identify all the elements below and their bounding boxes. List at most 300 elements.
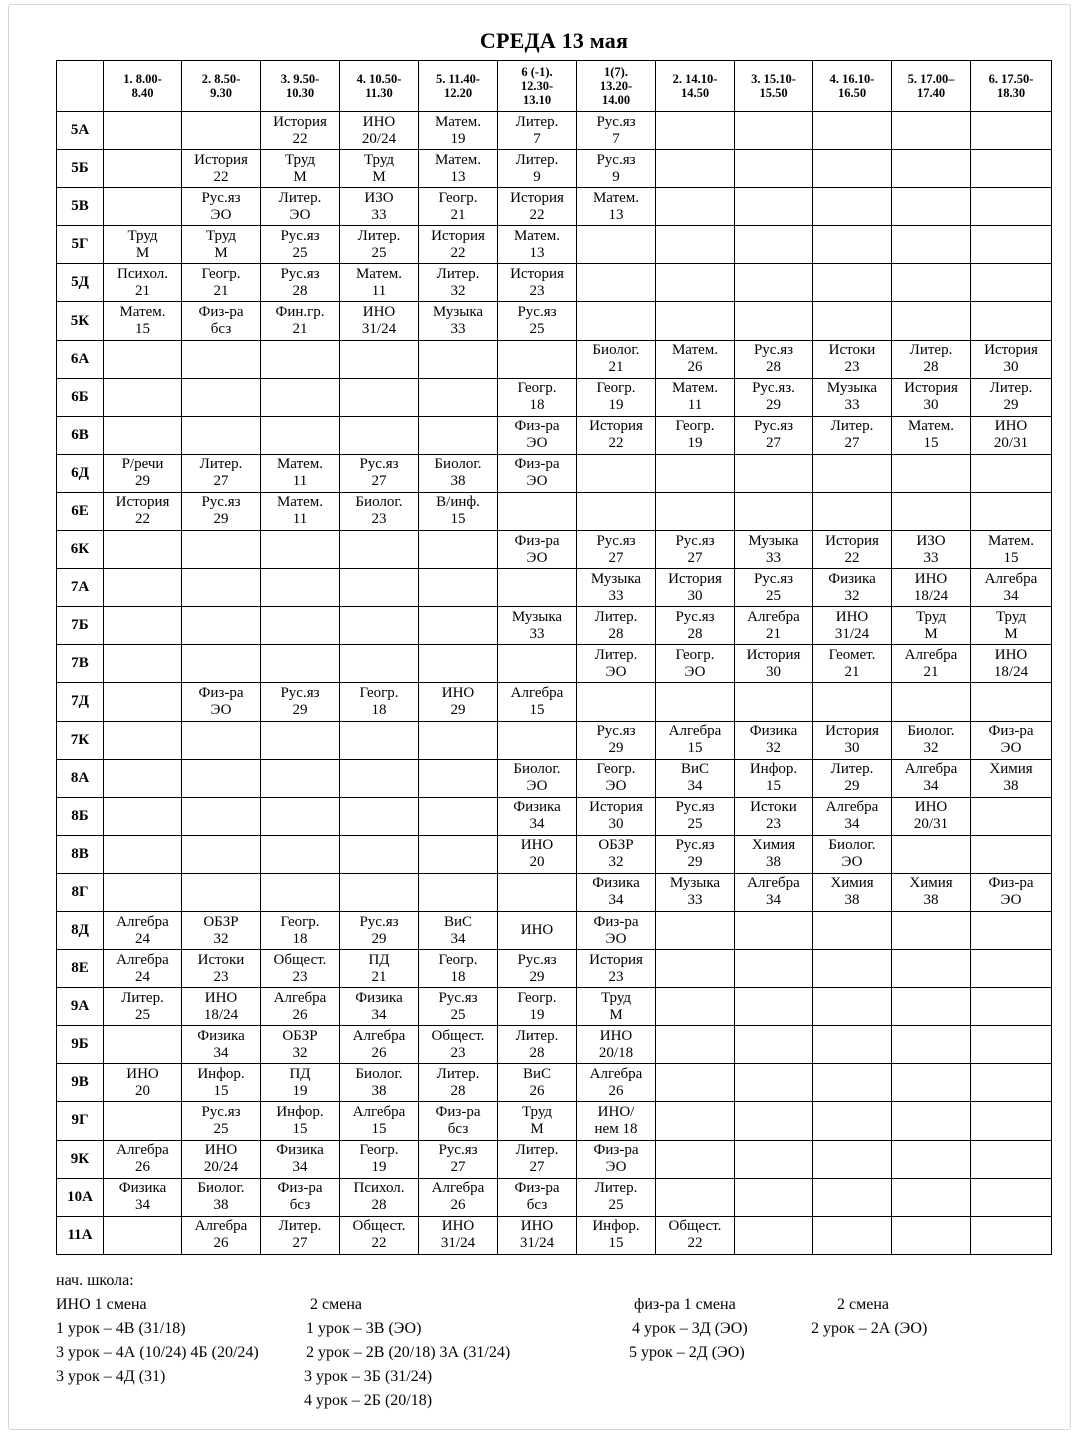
class-row	[57, 188, 1052, 226]
empty-cell	[104, 607, 182, 645]
subject: Физика	[118, 1180, 167, 1197]
lesson-cell	[419, 1064, 498, 1102]
class-name: 8В	[57, 835, 104, 873]
subject: Геогр.	[675, 418, 715, 435]
empty-cell	[971, 492, 1052, 530]
room: 34	[213, 1044, 229, 1061]
lesson-cell	[656, 378, 735, 416]
subject: Матем.	[434, 151, 482, 168]
subject: Музыка	[748, 532, 799, 549]
empty-cell	[419, 797, 498, 835]
subject: ИНО	[441, 684, 475, 701]
pe-shift2-label: 2 смена	[837, 1296, 889, 1313]
period-header-line: 11.30	[365, 86, 393, 100]
subject: Литер.	[594, 608, 638, 625]
period-header	[813, 61, 892, 112]
empty-cell	[104, 835, 182, 873]
period-header-line: 13.20-	[599, 79, 633, 93]
subject: История	[668, 570, 722, 587]
room: 15	[450, 511, 466, 528]
class-name: 5Б	[57, 150, 104, 188]
lesson-cell	[577, 759, 656, 797]
class-name: 5А	[57, 112, 104, 150]
subject: Геогр.	[359, 684, 399, 701]
subject: Химия	[909, 875, 953, 892]
empty-cell	[735, 911, 813, 949]
empty-cell	[813, 1216, 892, 1254]
subject: ИНО	[599, 1027, 633, 1044]
subject: Физ-ра	[198, 304, 244, 321]
lesson-cell	[813, 340, 892, 378]
class-name: 11А	[57, 1216, 104, 1254]
lesson-cell	[735, 340, 813, 378]
room: 25	[687, 816, 703, 833]
room: 29	[292, 701, 308, 718]
lesson-cell	[419, 302, 498, 340]
period-header-line: 15.50	[759, 86, 788, 100]
subject: Р/речи	[121, 456, 164, 473]
room: 9	[612, 168, 620, 185]
lesson-cell	[104, 1064, 182, 1102]
lesson-cell	[261, 112, 340, 150]
class-name: 6А	[57, 340, 104, 378]
lesson-cell	[892, 416, 971, 454]
subject: Литер.	[436, 1065, 480, 1082]
room: 34	[135, 1197, 150, 1214]
subject: Рус.яз	[280, 265, 320, 282]
lesson-cell	[261, 911, 340, 949]
subject: Общест.	[352, 1218, 406, 1235]
empty-cell	[656, 302, 735, 340]
subject: Алгебра	[352, 1103, 406, 1120]
subject: Биолог.	[355, 1065, 403, 1082]
lesson-cell	[340, 1064, 419, 1102]
room: 28	[687, 625, 703, 642]
empty-cell	[104, 645, 182, 683]
subject: ИНО	[126, 1065, 159, 1082]
lesson-cell	[419, 492, 498, 530]
empty-cell	[656, 112, 735, 150]
subject: ИНО/	[597, 1103, 635, 1120]
pe-shift2-line: 2 урок – 2А (ЭО)	[811, 1320, 928, 1337]
room: 34	[844, 816, 860, 833]
period-header	[498, 61, 577, 112]
empty-cell	[261, 721, 340, 759]
empty-cell	[813, 950, 892, 988]
lesson-cell	[971, 416, 1052, 454]
empty-cell	[971, 683, 1052, 721]
empty-cell	[735, 150, 813, 188]
room: 23	[292, 968, 308, 985]
lesson-cell	[261, 150, 340, 188]
empty-cell	[735, 1178, 813, 1216]
subject: Физ-ра	[514, 456, 560, 473]
subject: ИНО	[994, 418, 1028, 435]
room: 28	[529, 1044, 545, 1061]
lesson-cell	[577, 150, 656, 188]
lesson-cell	[340, 1026, 419, 1064]
lesson-cell	[971, 645, 1052, 683]
empty-cell	[261, 645, 340, 683]
subject: Химия	[989, 761, 1033, 778]
lesson-cell	[182, 683, 261, 721]
class-row	[57, 1178, 1052, 1216]
lesson-cell	[577, 1026, 656, 1064]
subject: Рус.яз	[753, 418, 794, 435]
empty-cell	[892, 950, 971, 988]
empty-cell	[104, 683, 182, 721]
subject: Матем.	[592, 189, 640, 206]
empty-cell	[577, 683, 656, 721]
subject: Рус.яз	[675, 837, 715, 854]
empty-cell	[971, 454, 1052, 492]
room: 33	[529, 625, 545, 642]
empty-cell	[340, 759, 419, 797]
room: 30	[844, 740, 860, 757]
subject: Литер.	[830, 761, 874, 778]
room: 15	[608, 1235, 624, 1252]
empty-cell	[892, 1178, 971, 1216]
lesson-cell	[104, 264, 182, 302]
room: 27	[766, 435, 781, 452]
subject: Физ-ра	[593, 1142, 639, 1159]
room: 38	[766, 854, 781, 871]
empty-cell	[577, 264, 656, 302]
subject: Геомет.	[828, 646, 876, 663]
room: 20/31	[913, 816, 949, 833]
empty-cell	[892, 988, 971, 1026]
class-name: 8А	[57, 759, 104, 797]
subject: Геогр.	[675, 646, 715, 663]
subject: История	[194, 151, 248, 168]
room: 27	[450, 1159, 466, 1176]
lesson-cell	[971, 378, 1052, 416]
room: 13	[608, 206, 624, 223]
empty-cell	[892, 911, 971, 949]
empty-cell	[735, 264, 813, 302]
lesson-cell	[261, 226, 340, 264]
subject: Алгебра	[116, 951, 169, 968]
empty-cell	[813, 1102, 892, 1140]
empty-cell	[340, 531, 419, 569]
room: 32	[923, 740, 939, 757]
room: 11	[292, 473, 308, 490]
lesson-cell	[498, 988, 577, 1026]
lesson-cell	[892, 797, 971, 835]
room: бсз	[526, 1197, 548, 1214]
room: ЭО	[526, 549, 548, 566]
room: ЭО	[841, 854, 863, 871]
period-header	[577, 61, 656, 112]
subject: Матем.	[276, 494, 324, 511]
page-title: СРЕДА 13 мая	[479, 28, 629, 53]
room: бсз	[289, 1197, 311, 1214]
subject: Рус.яз	[596, 532, 636, 549]
lesson-cell	[577, 1064, 656, 1102]
empty-cell	[971, 188, 1052, 226]
room: ЭО	[1000, 892, 1022, 909]
lesson-cell	[577, 950, 656, 988]
empty-cell	[340, 569, 419, 607]
ino-shift1-line: 3 урок – 4А (10/24) 4Б (20/24)	[56, 1344, 259, 1361]
empty-cell	[892, 302, 971, 340]
empty-cell	[577, 302, 656, 340]
empty-cell	[735, 950, 813, 988]
lesson-cell	[892, 607, 971, 645]
room: 27	[687, 549, 703, 566]
lesson-cell	[182, 226, 261, 264]
period-header	[656, 61, 735, 112]
lesson-cell	[182, 1064, 261, 1102]
subject: Биолог.	[513, 761, 561, 778]
room: 30	[1003, 359, 1019, 376]
room: 27	[844, 435, 860, 452]
room: М	[214, 244, 228, 261]
room: 33	[371, 206, 387, 223]
class-name: 8Д	[57, 911, 104, 949]
subject: Геогр.	[359, 1142, 399, 1159]
room: 31/24	[834, 625, 870, 642]
period-header-line: 8.40	[131, 86, 154, 100]
lesson-cell	[577, 416, 656, 454]
empty-cell	[656, 1178, 735, 1216]
period-header-line: 9.30	[210, 86, 232, 100]
room: 23	[213, 968, 229, 985]
subject: ИЗО	[916, 532, 946, 549]
lesson-cell	[892, 873, 971, 911]
subject: История	[589, 418, 643, 435]
subject: Рус.яз	[201, 494, 241, 511]
subject: Биолог.	[197, 1180, 245, 1197]
room: 25	[450, 1006, 466, 1023]
empty-cell	[182, 797, 261, 835]
period-header	[104, 61, 182, 112]
subject: Литер.	[909, 342, 953, 359]
class-row	[57, 1216, 1052, 1254]
empty-cell	[813, 492, 892, 530]
subject: ОБЗР	[203, 913, 239, 930]
room: 25	[213, 1120, 229, 1137]
room: 20/24	[203, 1159, 239, 1176]
subject: Матем.	[119, 304, 166, 321]
subject: Алгебра	[431, 1180, 485, 1197]
room: 34	[292, 1159, 308, 1176]
empty-cell	[813, 988, 892, 1026]
lesson-cell	[735, 835, 813, 873]
empty-cell	[656, 264, 735, 302]
room: 23	[529, 282, 545, 299]
class-row	[57, 797, 1052, 835]
subject: История	[825, 723, 879, 740]
room: 29	[844, 778, 860, 795]
subject: Литер.	[121, 989, 164, 1006]
lesson-cell	[261, 988, 340, 1026]
room: ЭО	[289, 206, 311, 223]
empty-cell	[735, 1140, 813, 1178]
empty-cell	[340, 607, 419, 645]
lesson-cell	[577, 1102, 656, 1140]
empty-cell	[419, 759, 498, 797]
room: 13	[450, 168, 466, 185]
room: 15	[1003, 549, 1019, 566]
subject: ИЗО	[364, 189, 394, 206]
empty-cell	[419, 569, 498, 607]
room: 32	[213, 930, 229, 947]
pe-shift1-line: 4 урок – 3Д (ЭО)	[632, 1320, 748, 1337]
empty-cell	[813, 188, 892, 226]
room: 15	[923, 435, 939, 452]
subject: Матем.	[513, 227, 561, 244]
lesson-cell	[656, 759, 735, 797]
lesson-cell	[577, 1216, 656, 1254]
lesson-cell	[577, 188, 656, 226]
subject: Литер.	[199, 456, 243, 473]
empty-cell	[340, 835, 419, 873]
class-row	[57, 873, 1052, 911]
class-name: 5Д	[57, 264, 104, 302]
period-header-line: 18.30	[996, 86, 1026, 100]
room: ЭО	[605, 1159, 627, 1176]
lesson-cell	[182, 302, 261, 340]
lesson-cell	[735, 645, 813, 683]
empty-cell	[735, 683, 813, 721]
subject: Литер.	[830, 418, 874, 435]
lesson-cell	[104, 302, 182, 340]
room: 21	[450, 206, 466, 223]
empty-cell	[261, 797, 340, 835]
empty-cell	[261, 531, 340, 569]
lesson-cell	[577, 112, 656, 150]
empty-cell	[498, 873, 577, 911]
room: ЭО	[1000, 740, 1022, 757]
subject: Литер.	[357, 227, 401, 244]
ino-shift1-line: 1 урок – 4В (31/18)	[56, 1320, 186, 1337]
lesson-cell	[182, 1216, 261, 1254]
class-name: 7А	[57, 569, 104, 607]
lesson-cell	[577, 607, 656, 645]
period-header-line: 12.20	[443, 86, 473, 100]
lesson-cell	[340, 1178, 419, 1216]
subject: История	[984, 342, 1038, 359]
lesson-cell	[656, 645, 735, 683]
room: 31/24	[519, 1235, 555, 1252]
room: 27	[529, 1159, 545, 1176]
subject: Биолог.	[907, 723, 955, 740]
room: 24	[135, 968, 150, 985]
subject: Рус.яз	[596, 723, 636, 740]
lesson-cell	[813, 378, 892, 416]
empty-cell	[892, 112, 971, 150]
lesson-cell	[656, 416, 735, 454]
empty-cell	[104, 797, 182, 835]
period-header-line: 1. 8.00-	[123, 72, 162, 86]
lesson-cell	[498, 911, 577, 949]
ino-shift2-line: 4 урок – 2Б (20/18)	[304, 1392, 433, 1409]
class-row	[57, 950, 1052, 988]
subject: Алгебра	[904, 646, 958, 663]
subject: ИНО	[914, 570, 948, 587]
room: 33	[687, 892, 703, 909]
empty-cell	[813, 302, 892, 340]
room: 22	[371, 1235, 387, 1252]
room: 26	[529, 1082, 545, 1099]
empty-cell	[104, 1026, 182, 1064]
class-name: 6Е	[57, 492, 104, 530]
empty-cell	[419, 835, 498, 873]
subject: Геогр.	[596, 761, 636, 778]
subject: ИНО	[835, 608, 869, 625]
room: 26	[135, 1159, 150, 1176]
room: 22	[844, 549, 860, 566]
lesson-cell	[419, 988, 498, 1026]
room: 34	[923, 778, 939, 795]
room: 19	[371, 1159, 387, 1176]
ino-shift2-line: 3 урок – 3Б (31/24)	[304, 1368, 433, 1385]
room: 25	[135, 1006, 150, 1023]
lesson-cell	[498, 1064, 577, 1102]
room: 34	[529, 816, 545, 833]
empty-cell	[419, 531, 498, 569]
lesson-cell	[104, 950, 182, 988]
empty-cell	[971, 1216, 1052, 1254]
room: 31/24	[361, 321, 397, 338]
subject: Музыка	[590, 570, 642, 587]
ino-shift1-label: ИНО 1 смена	[56, 1296, 147, 1313]
class-name: 9К	[57, 1140, 104, 1178]
lesson-cell	[182, 1140, 261, 1178]
ino-shift2-line: 1 урок – 3В (ЭО)	[306, 1320, 422, 1337]
lesson-cell	[498, 454, 577, 492]
room: 18/24	[913, 587, 949, 604]
empty-cell	[104, 1216, 182, 1254]
lesson-cell	[971, 759, 1052, 797]
room: 27	[213, 473, 229, 490]
class-row	[57, 721, 1052, 759]
period-header	[892, 61, 971, 112]
subject: Биолог.	[434, 456, 482, 473]
pe-shift1-label: физ-ра 1 смена	[634, 1296, 736, 1313]
room: 28	[371, 1197, 387, 1214]
subject: Труд	[363, 151, 395, 168]
subject: Физ-ра	[593, 913, 639, 930]
empty-cell	[813, 1178, 892, 1216]
room: 25	[292, 244, 308, 261]
room: 38	[450, 473, 466, 490]
lesson-cell	[182, 911, 261, 949]
empty-cell	[971, 1064, 1052, 1102]
empty-cell	[261, 759, 340, 797]
subject: История	[746, 646, 801, 663]
empty-cell	[656, 150, 735, 188]
empty-cell	[498, 492, 577, 530]
empty-cell	[419, 607, 498, 645]
empty-cell	[419, 645, 498, 683]
empty-cell	[498, 645, 577, 683]
lesson-cell	[971, 340, 1052, 378]
period-header-line: 3. 9.50-	[280, 72, 320, 86]
lesson-cell	[419, 150, 498, 188]
room: 15	[766, 778, 781, 795]
room: 33	[450, 321, 466, 338]
subject: Рус.яз	[675, 532, 715, 549]
subject: Геогр.	[596, 380, 636, 397]
room: 11	[371, 282, 387, 299]
lesson-cell	[577, 645, 656, 683]
empty-cell	[498, 340, 577, 378]
subject: Алгебра	[668, 723, 722, 740]
subject: Рус.яз	[280, 684, 320, 701]
lesson-cell	[813, 759, 892, 797]
